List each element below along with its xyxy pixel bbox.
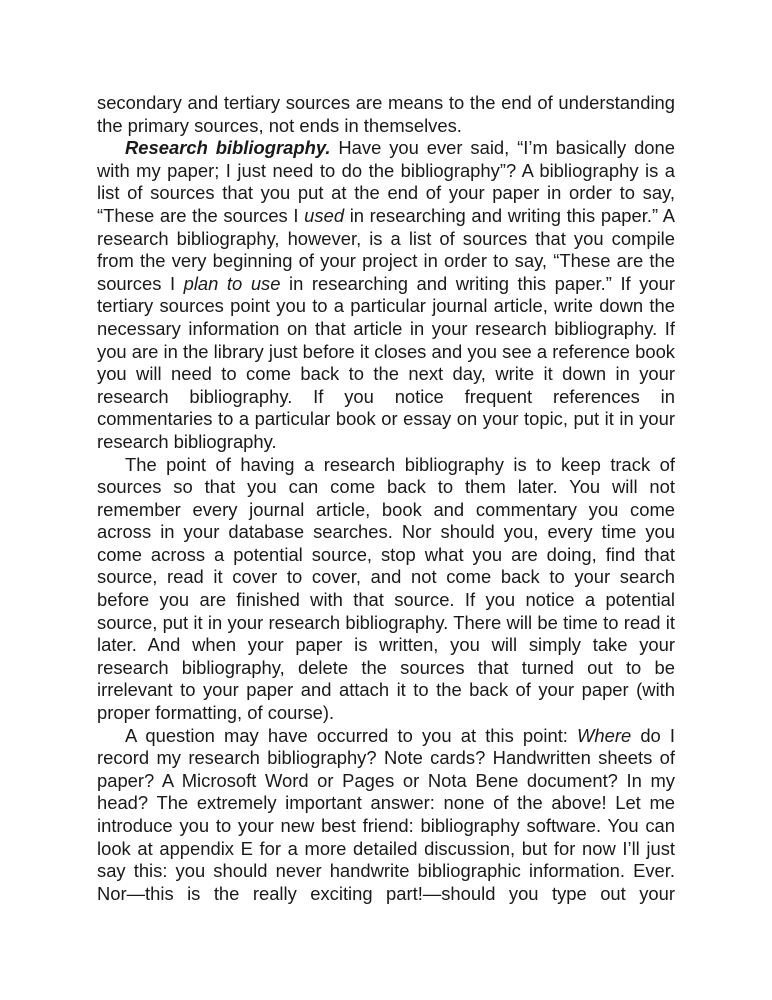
text-run: in researching and writing this paper.” If your tertiary sources point you to a particular journal article, write down the necessary information on that article in your research bibliography. If you are in the library just before it closes and you see a reference book you will need to come back to the next day, write it down in your research bibliography. If you notice frequent references in commentaries to a particular book or essay on your topic, put it in your research bibliography. (97, 272, 675, 452)
paragraph (97, 92, 675, 137)
paragraph (97, 725, 675, 906)
text-run: Have you ever said, “I’m basically done with my paper; I just need to do the bibliography”? A bibliography is a list of sources that you put at the end of your paper in order to say, “These are the sources I (97, 137, 675, 226)
run-in-heading: Research bibliography. (125, 137, 331, 159)
page-body (97, 92, 675, 905)
text-run: The point of having a research bibliography is to keep track of sources so that you can come back to them later. You will not remember every journal article, book and commentary you come across in your database searches. Nor should you, every time you come across a potential source, stop what you are doing, find that source, read it cover to cover, and not come back to your search before you are finished with that source. If you notice a potential source, put it in your research bibliography. There will be time to read it later. And when your paper is written, you will simply take your research bibliography, delete the sources that turned out to be irrelevant to your paper and attach it to the back of your paper (with proper formatting, of course). (97, 453, 675, 724)
text-run: secondary and tertiary sources are means to the end of understanding the primary sources, not ends in themselves. (97, 92, 675, 136)
paragraph (97, 137, 675, 453)
emphasis: Where (577, 724, 632, 746)
paragraph (97, 454, 675, 725)
emphasis: plan to use (183, 272, 281, 294)
text-run: in researching and writing this paper.” A research bibliography, however, is a list of sources that you compile from the very beginning of your project in order to say, “These are the sources I (97, 204, 676, 294)
text-run: do I record my research bibliography? Note cards? Handwritten sheets of paper? A Microsoft Word or Pages or Nota Bene document? In my head? The extremely important answer: none of the above! Let me introduce you to your new best friend: bibliography software. You can look at appendix E for a more detailed discussion, but for now I’ll just say this: you should never handwrite bibliographic information. Ever. Nor—this is the really exciting part!—should you type out your (97, 724, 675, 904)
emphasis: used (304, 204, 345, 226)
text-run: A question may have occurred to you at this point: (125, 724, 578, 746)
